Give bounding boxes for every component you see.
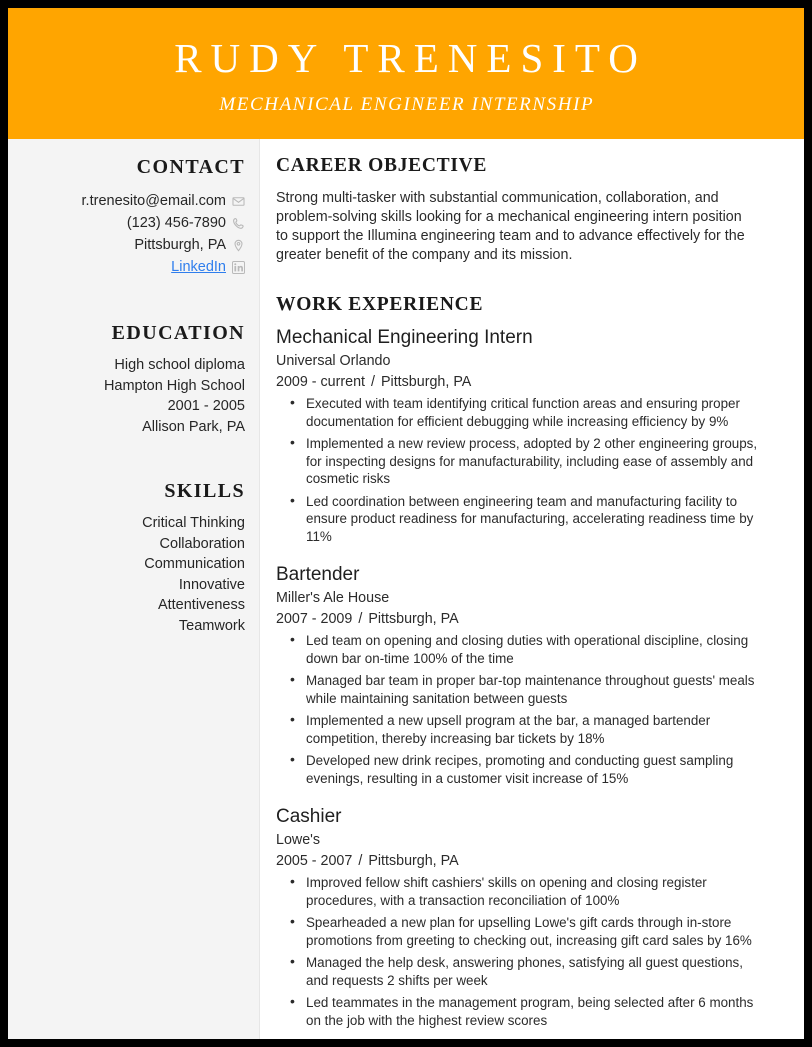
job-meta bbox=[276, 851, 780, 871]
skill-item: Critical Thinking bbox=[142, 515, 245, 531]
job-title: Bartender bbox=[276, 564, 360, 585]
page-title: RUDY TRENESITO bbox=[174, 34, 647, 81]
sidebar bbox=[8, 139, 260, 1039]
location-pin-icon bbox=[232, 239, 245, 252]
contact-text: Pittsburgh, PA bbox=[134, 237, 226, 253]
resume-page bbox=[8, 8, 804, 1039]
job-bullet: • Led coordination between engineering team and manufacturing facility to ensure product readiness for manufacturing, accelerating readiness time by 11% bbox=[276, 493, 766, 546]
section-heading-work-experience: WORK EXPERIENCE bbox=[276, 294, 484, 315]
work-experience-entry bbox=[276, 326, 780, 545]
resume-body bbox=[8, 139, 804, 1039]
job-bullet: • Managed bar team in proper bar-top maintenance throughout guests' meals while maintaining sanitation between guests bbox=[276, 672, 766, 707]
job-location: Pittsburgh, PA bbox=[381, 374, 472, 390]
job-bullet: • Spearheaded a new plan for upselling Lowe's gift cards through in-store promotions from greeting to checking out, increasing gift card sales by 16% bbox=[276, 914, 766, 949]
section-heading-education: EDUCATION bbox=[111, 322, 245, 344]
job-bullet: • Implemented a new upsell program at the bar, a managed bartender competition, thereby increasing bar tickets by 18% bbox=[276, 712, 766, 747]
section-heading-contact: CONTACT bbox=[136, 156, 245, 178]
header-subtitle: MECHANICAL ENGINEER INTERNSHIP bbox=[219, 94, 595, 116]
job-dates: 2009 - current bbox=[276, 374, 366, 390]
job-bullet-list bbox=[276, 395, 780, 545]
job-meta bbox=[276, 372, 780, 392]
section-heading-career-objective: CAREER OBJECTIVE bbox=[276, 155, 488, 176]
phone-icon bbox=[232, 217, 245, 230]
contact-item[interactable] bbox=[18, 257, 245, 277]
job-bullet: • Led teammates in the management program, being selected after 6 months on the job with the highest review scores bbox=[276, 994, 766, 1029]
career-objective-text: Strong multi-tasker with substantial communication, collaboration, and problem-solving skills looking for a mechanical engineering intern position to support the Illumina engineering team and to advance effectively for the greater benefit of the company and its mission. bbox=[276, 190, 745, 263]
skill-item: Attentiveness bbox=[157, 597, 245, 613]
skill-item: Teamwork bbox=[178, 617, 245, 634]
job-dates: 2007 - 2009 bbox=[276, 611, 353, 627]
job-bullet: • Executed with team identifying critical function areas and ensuring proper documentation for efficient debugging while increasing efficiency by 9% bbox=[276, 395, 766, 430]
job-meta-separator: / bbox=[358, 853, 363, 869]
job-bullet: • Developed new drink recipes, promoting and conducting guest sampling evenings, resulting in a customer visit increase of 15% bbox=[276, 752, 766, 787]
contact-text: (123) 456-7890 bbox=[126, 215, 226, 231]
job-title: Mechanical Engineering Intern bbox=[276, 327, 533, 348]
contact-link-label[interactable]: LinkedIn bbox=[171, 259, 226, 275]
job-bullet: • Managed the help desk, answering phones, satisfying all guest questions, and requests 2 shifts per week bbox=[276, 954, 766, 989]
job-location: Pittsburgh, PA bbox=[368, 853, 459, 869]
envelope-icon bbox=[232, 195, 245, 208]
skill-item: Communication bbox=[144, 556, 245, 572]
skill-item: Innovative bbox=[178, 576, 245, 593]
job-title: Cashier bbox=[276, 806, 342, 827]
education-item: Allison Park, PA bbox=[142, 418, 245, 435]
education-item: High school diploma bbox=[114, 357, 245, 373]
main-column bbox=[260, 139, 804, 1039]
contact-item bbox=[18, 235, 245, 255]
job-company: Universal Orlando bbox=[276, 353, 391, 369]
work-experience-entry bbox=[276, 563, 780, 787]
job-company: Miller's Ale House bbox=[276, 590, 390, 606]
job-bullet-list bbox=[276, 874, 780, 1029]
job-meta bbox=[276, 609, 780, 629]
work-experience-entry bbox=[276, 805, 780, 1029]
linkedin-icon bbox=[232, 261, 245, 274]
job-bullet: • Led team on opening and closing duties with operational discipline, closing down bar on-time 100% of the time bbox=[276, 632, 766, 667]
skills-list bbox=[18, 514, 245, 636]
contact-item bbox=[18, 213, 245, 233]
section-heading-skills: SKILLS bbox=[164, 480, 245, 502]
contact-item bbox=[18, 191, 245, 211]
contact-text: r.trenesito@email.com bbox=[81, 193, 226, 209]
resume-header-banner bbox=[8, 8, 804, 139]
job-location: Pittsburgh, PA bbox=[368, 611, 459, 627]
job-bullet: • Improved fellow shift cashiers' skills on opening and closing register procedures, with a transaction reconciliation of 100% bbox=[276, 874, 766, 909]
education-list bbox=[18, 356, 245, 437]
job-company: Lowe's bbox=[276, 832, 321, 848]
skill-item: Collaboration bbox=[159, 535, 245, 552]
education-item: Hampton High School bbox=[103, 377, 245, 394]
job-meta-separator: / bbox=[358, 611, 363, 627]
contact-list bbox=[18, 191, 245, 277]
job-dates: 2005 - 2007 bbox=[276, 853, 353, 869]
education-item: 2001 - 2005 bbox=[167, 398, 245, 414]
job-bullet-list bbox=[276, 632, 780, 787]
job-meta-separator: / bbox=[371, 374, 375, 390]
work-experience-list bbox=[276, 326, 780, 1029]
job-bullet: • Implemented a new review process, adopted by 2 other engineering groups, for inspecting designs for manufacturability, including ease of assembly and cosmetic risks bbox=[276, 435, 766, 488]
